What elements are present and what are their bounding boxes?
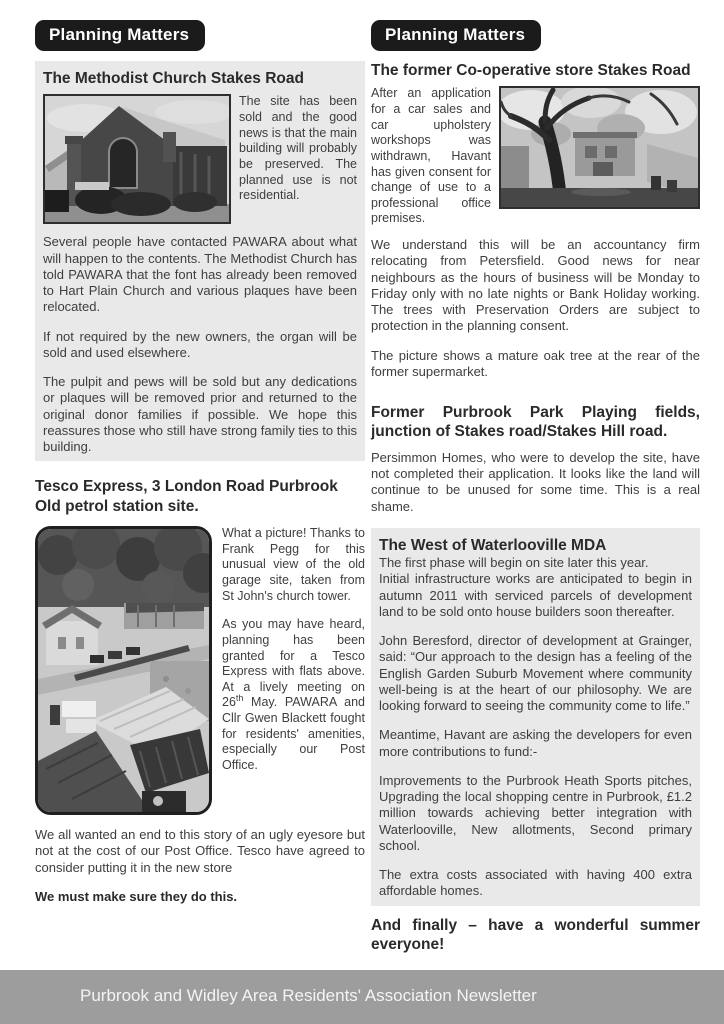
planning-matters-badge-right: Planning Matters [371,20,541,51]
column-left [35,20,365,905]
closing-line2: everyone! [371,936,445,953]
mda-title: The West of Waterlooville MDA [379,536,607,554]
coop-title: The former Co-operative store Stakes Road [371,62,691,79]
tesco-paragraph-3: We all wanted an end to this story of an ugly eyesore but not at the cost of our Post Office. Tesco have agreed to consider putting it in the new store [35,827,365,875]
tesco-title-line2: Old petrol station site. [35,497,199,515]
mda-paragraph-4: Meantime, Havant are asking the developers for even more contributions to fund:- [379,727,692,759]
purbrook-park-paragraph: Persimmon Homes, who were to develop the site, have not completed their application. It looks like the land will continue to be unused for some time. This is a real shame. [371,449,700,514]
tesco-paragraph-2: As you may have heard, planning has been granted for a Tesco Express with flats above. At a lively meeting on 26th May. PAWARA and Cllr Gwen Blackett fought for residents' amenities, especially our Post Office. [222,617,365,772]
waterlooville-mda-section [371,528,700,906]
methodist-church-section [35,61,365,461]
mda-paragraph-3: John Beresford, director of development at Grainger, said: “Our approach to the design has a feeling of the English Garden Suburb Movement where community well-being is at the heart of our philosophy. We are looking forward to seeing the community come to life.” [379,633,692,714]
planning-matters-badge-left: Planning Matters [35,20,205,51]
column-right [371,20,700,954]
oak-tree-photo-art [501,88,698,207]
footer-bar [0,970,724,1024]
mda-paragraph-1: The first phase will begin on site later this year. [379,555,649,571]
methodist-church-photo-art [45,96,229,222]
mda-paragraph-2: Initial infrastructure works are anticipated to begin in autumn 2011 with serviced parcels of development land to be sold onto house builders soon thereafter. [379,571,692,619]
coop-paragraph-2: We understand this will be an accountancy firm relocating from Petersfield. Good news for near neighbours as the hours of business will be Monday to Friday only with no late nights or Bank Holiday working. The trees with Preservation Orders are subject to protection in the planning consent. [371,237,700,334]
tesco-call-to-action: We must make sure they do this. [35,888,238,904]
oak-tree-photo [499,86,700,209]
closing-line1: And finally – have a wonderful summer [371,916,700,934]
coop-paragraph-1: After an application for a car sales and car upholstery workshops was withdrawn, Havant has given consent for change of use to a professional office premises. [371,86,491,226]
purbrook-park-title-line1: Former Purbrook Park Playing fields, [371,404,700,421]
methodist-church-title: The Methodist Church Stakes Road [43,70,304,87]
methodist-paragraph-1: Several people have contacted PAWARA about what will happen to the contents. The Methodist Church has told PAWARA that the font has already been removed to Hart Plain Church and various plaques have been relocated. [43,234,357,315]
ordinal-suffix: th [235,693,244,704]
garage-site-aerial-photo [35,526,212,815]
tesco-paragraph-1: What a picture! Thanks to Frank Pegg for this unusual view of the old garage site, taken from St John's church tower. [222,526,365,603]
methodist-paragraph-3: The pulpit and pews will be sold but any dedications or plaques will be removed prior and returned to the original donor families if possible. We hope this reassures those who still have strong family ties to this building. [43,374,357,455]
methodist-paragraph-2: If not required by the new owners, the organ will be sold and used elsewhere. [43,328,357,360]
methodist-church-photo [43,94,231,224]
garage-site-aerial-photo-art [38,529,209,812]
mda-paragraph-6: The extra costs associated with having 400 extra affordable homes. [379,867,692,899]
mda-paragraph-5: Improvements to the Purbrook Heath Sports pitches, Upgrading the local shopping centre in Purbrook, £1.2 million towards achieving better integration with Waterlooville, New allotments, Second primary school. [379,772,692,853]
methodist-intro-paragraph: The site has been sold and the good news is that the main building will probably be preserved. The planned use is not residential. [239,94,357,203]
tesco-section [35,526,365,815]
coop-paragraph-3: The picture shows a mature oak tree at the rear of the former supermarket. [371,347,700,379]
coop-section [371,86,700,227]
tesco-title-line1: Tesco Express, 3 London Road Purbrook [35,478,338,496]
purbrook-park-title-line2: junction of Stakes road/Stakes Hill road. [371,423,668,441]
footer-text: Purbrook and Widley Area Residents' Association Newsletter [80,986,537,1005]
